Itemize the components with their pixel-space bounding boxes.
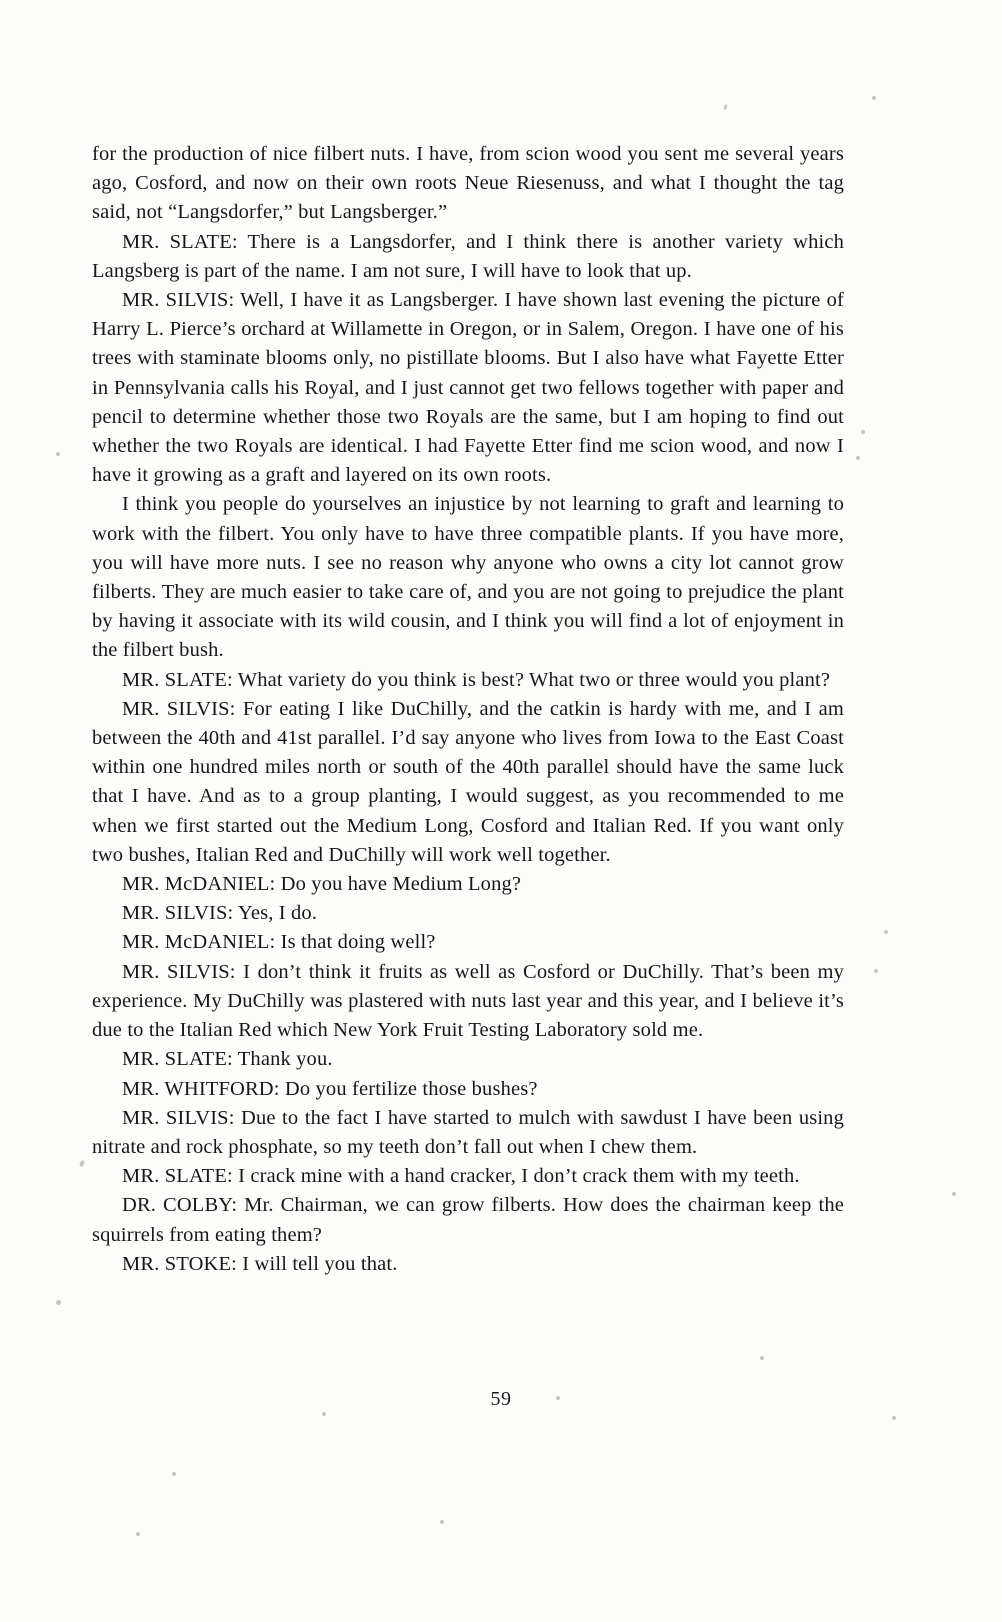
scan-speck (79, 1159, 86, 1167)
paragraph: MR. SILVIS: For eating I like DuChilly, and the catkin is hardy with me, and I am between the 40th and 41st parallel. I’d say anyone who lives from Iowa to the East Coast within one hundred miles north or south of the 40th parallel should have the same luck that I have. And as to a group planting, I would suggest, as you recommended to me when we first started out the Medium Long, Cosford and Italian Red. If you want only two bushes, Italian Red and DuChilly will work well together. (92, 697, 844, 866)
paragraph: MR. SLATE: Thank you. (122, 1048, 333, 1071)
paragraph: MR. SLATE: There is a Langsdorfer, and I think there is another variety which Langsberg is part of the name. I am not sure, I will have to look that up. (92, 230, 844, 282)
paragraph: MR. SILVIS: Yes, I do. (122, 902, 318, 925)
scan-speck (874, 969, 878, 973)
scan-speck (440, 1520, 444, 1524)
scan-speck (760, 1356, 764, 1360)
scan-speck (856, 456, 860, 460)
paragraph: MR. McDANIEL: Do you have Medium Long? (122, 873, 522, 896)
paragraph: for the production of nice filbert nuts. I have, from scion wood you sent me several years ago, Cosford, and now on their own roots Neue Riesenuss, and what I thought the tag said, not “Langsdorfer,” but Langsberger.” (92, 143, 844, 224)
paragraph: MR. SILVIS: I don’t think it fruits as well as Cosford or DuChilly. That’s been my experience. My DuChilly was plastered with nuts last year and this year, and I believe it’s due to the Italian Red which New York Fruit Testing Laboratory sold me. (92, 960, 844, 1042)
paragraph: MR. McDANIEL: Is that doing well? (122, 931, 436, 954)
paragraph: MR. WHITFORD: Do you fertilize those bushes? (122, 1077, 538, 1100)
paragraph: MR. SLATE: I crack mine with a hand cracker, I don’t crack them with my teeth. (122, 1165, 800, 1188)
paragraph: MR. SILVIS: Due to the fact I have started to mulch with sawdust I have been using nitrate and rock phosphate, so my teeth don’t fall out when I chew them. (92, 1106, 844, 1158)
scan-speck (56, 452, 60, 456)
scan-speck (322, 1412, 326, 1416)
scan-speck (723, 104, 728, 111)
scan-speck (56, 1300, 61, 1305)
paragraph: MR. STOKE: I will tell you that. (122, 1252, 398, 1275)
scan-speck (556, 1396, 560, 1400)
paragraph: I think you people do yourselves an injustice by not learning to graft and learning to work with the filbert. You only have to have three compatible plants. If you have more, you will have more nuts. I see no reason why anyone who owns a city lot cannot grow filberts. They are much easier to take care of, and you are not going to prejudice the plant by having it associate with its wild cousin, and I think you will find a lot of enjoyment in the filbert bush. (92, 493, 844, 662)
paragraph: MR. SLATE: What variety do you think is best? What two or three would you plant? (122, 668, 831, 691)
paragraph: MR. SILVIS: Well, I have it as Langsberger. I have shown last evening the picture of Harry L. Pierce’s orchard at Willamette in Oregon, or in Salem, Oregon. I have one of his trees with staminate blooms only, no pistillate blooms. But I also have what Fayette Etter in Pennsylvania calls his Royal, and I just cannot get two fellows together with paper and pencil to determine whether those two Royals are the same, but I am hoping to find out whether the two Royals are identical. I had Fayette Etter find me scion wood, and now I have it growing as a graft and layered on its own roots. (92, 289, 844, 487)
scan-speck (136, 1532, 140, 1536)
scan-speck (872, 96, 876, 100)
scan-speck (172, 1472, 176, 1476)
body-text (92, 140, 844, 1279)
paragraph: DR. COLBY: Mr. Chairman, we can grow filberts. How does the chairman keep the squirrels from eating them? (92, 1194, 844, 1246)
scan-speck (861, 430, 865, 434)
scan-speck (884, 930, 888, 934)
page-number: 59 (490, 1388, 512, 1410)
scan-speck (892, 1416, 896, 1420)
scan-speck (952, 1192, 956, 1196)
